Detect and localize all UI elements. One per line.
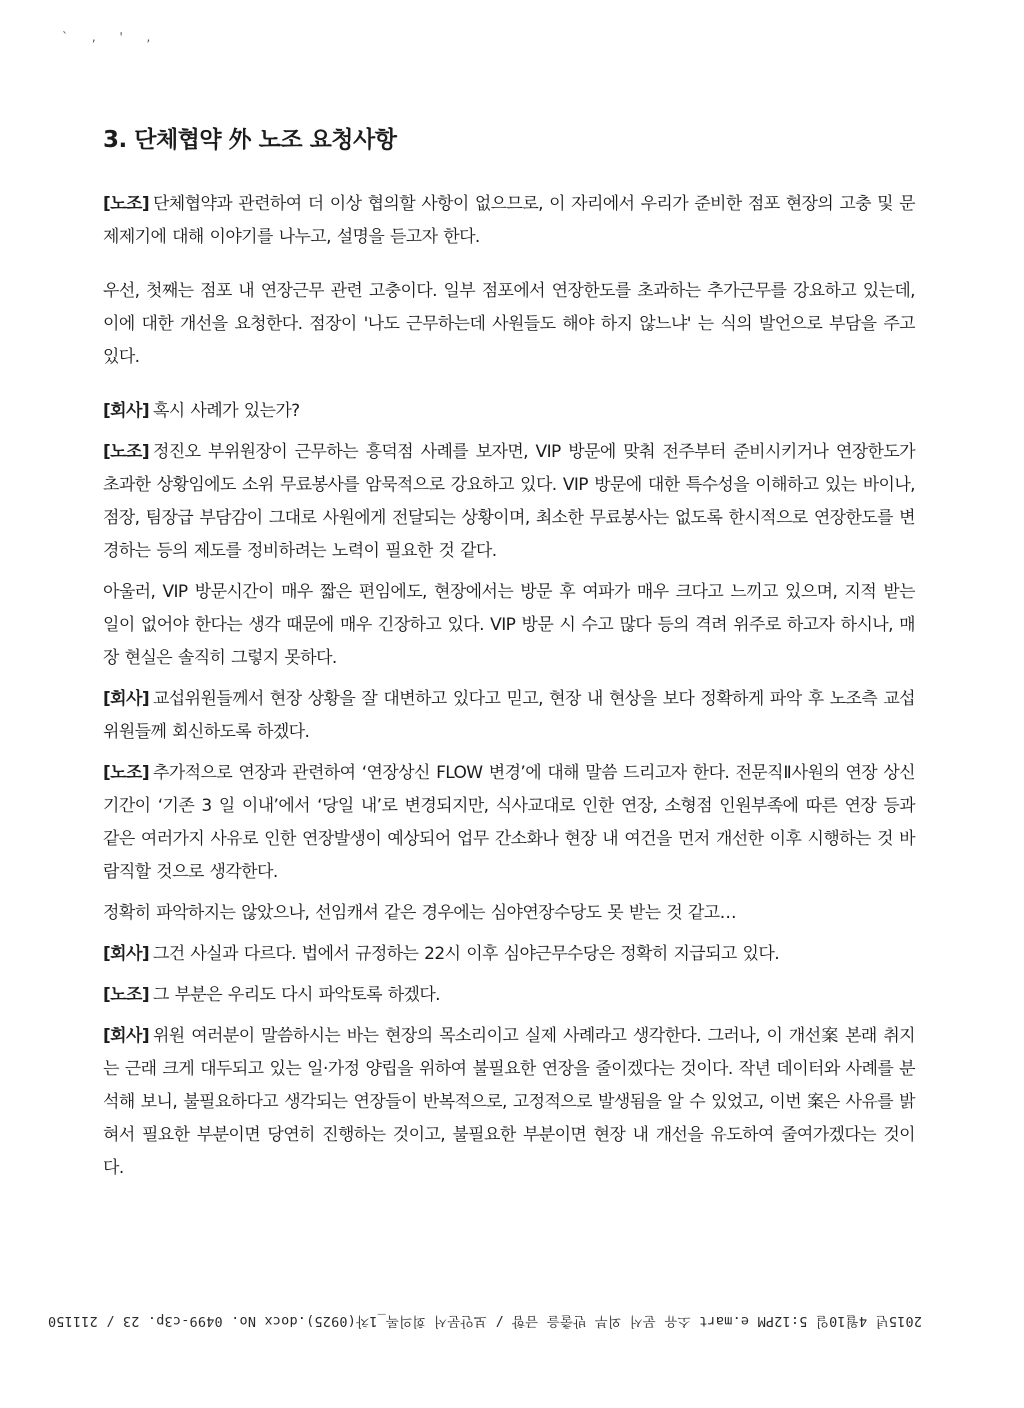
paragraph-text: 우선, 첫째는 점포 내 연장근무 관련 고충이다. 일부 점포에서 연장한도를 초과하는 추가근무를 강요하고 있는데, 이에 대한 개선을 요청한다. 점장이 '나도 근무하는데 사원들도 해야 하지 않느냐' 는 식의 발언으로 부담을 주고 있다. xyxy=(103,281,915,367)
paragraph-2 xyxy=(103,275,915,374)
speaker-label: [회사] xyxy=(103,689,149,709)
paragraph-text: 정확히 파악하지는 않았으나, 선임캐셔 같은 경우에는 심야연장수당도 못 받는 것 같고… xyxy=(103,903,737,923)
paragraph-text: 혹시 사례가 있는가? xyxy=(152,401,300,421)
paragraph-11 xyxy=(103,1020,915,1185)
fax-header-footer: 2015년 4월10일 5:12PM e.mart 소유 문서 외부 반출을 금함 / 보안문서 회의록_1차(0925).docx No. 0499-c3p. 23 / 211150 xyxy=(47,1313,922,1329)
paragraph-3 xyxy=(103,395,915,428)
paragraph-text: 정진오 부위원장이 근무하는 흥덕점 사례를 보자면, VIP 방문에 맞춰 전주부터 준비시키거나 연장한도가 초과한 상황임에도 소위 무료봉사를 암묵적으로 강요하고 있다. VIP 방문에 대한 특수성을 이해하고 있는 바이나, 점장, 팀장급 부담감이 그대로 사원에게 전달되는 상황이며, 최소한 무료봉사는 없도록 한시적으로 연장한도를 변경하는 등의 제도를 정비하려는 노력이 필요한 것 같다. xyxy=(103,442,915,561)
document-body xyxy=(103,122,915,1193)
paragraph-text: 교섭위원들께서 현장 상황을 잘 대변하고 있다고 믿고, 현장 내 현상을 보다 정확하게 파악 후 노조측 교섭위원들께 회신하도록 하겠다. xyxy=(103,689,915,742)
paragraph-text: 단체협약과 관련하여 더 이상 협의할 사항이 없으므로, 이 자리에서 우리가 준비한 점포 현장의 고충 및 문제제기에 대해 이야기를 나누고, 설명을 듣고자 한다. xyxy=(103,194,915,247)
paragraph-text: 아울러, VIP 방문시간이 매우 짧은 편임에도, 현장에서는 방문 후 여파가 매우 크다고 느끼고 있으며, 지적 받는 일이 없어야 한다는 생각 때문에 매우 긴장하고 있다. VIP 방문 시 수고 많다 등의 격려 위주로 하고자 하시나, 매장 현실은 솔직히 그렇지 못하다. xyxy=(103,582,915,668)
section-heading: 3. 단체협약 外 노조 요청사항 xyxy=(103,127,397,153)
paragraph-text: 위원 여러분이 말씀하시는 바는 현장의 목소리이고 실제 사례라고 생각한다. 그러나, 이 개선案 본래 취지는 근래 크게 대두되고 있는 일·가정 양립을 위하여 불필요한 연장을 줄이겠다는 것이다. 작년 데이터와 사례를 분석해 보니, 불필요하다고 생각되는 연장들이 반복적으로, 고정적으로 발생됨을 알 수 있었고, 이번 案은 사유를 밝혀서 필요한 부분이면 당연히 진행하는 것이고, 불필요한 부분이면 현장 내 개선을 유도하여 줄여가겠다는 것이다. xyxy=(103,1026,915,1178)
paragraph-10 xyxy=(103,979,915,1012)
paragraph-9 xyxy=(103,938,915,971)
speaker-label: [노조] xyxy=(103,442,149,462)
speaker-label: [노조] xyxy=(103,194,149,214)
paragraph-text: 그건 사실과 다르다. 법에서 규정하는 22시 이후 심야근무수당은 정확히 지급되고 있다. xyxy=(152,944,780,964)
paragraph-6 xyxy=(103,683,915,749)
paragraph-8 xyxy=(103,897,915,930)
paragraph-7 xyxy=(103,757,915,889)
speaker-label: [노조] xyxy=(103,763,149,783)
speaker-label: [회사] xyxy=(103,401,149,421)
scan-specks: ` , ' , xyxy=(62,30,161,44)
paragraph-text: 추가적으로 연장과 관련하여 ‘연장상신 FLOW 변경’에 대해 말씀 드리고자 한다. 전문직Ⅱ사원의 연장 상신 기간이 ‘기존 3 일 이내’에서 ‘당일 내’로 변경되지만, 식사교대로 인한 연장, 소형점 인원부족에 따른 연장 등과 같은 여러가지 사유로 인한 연장발생이 예상되어 업무 간소화나 현장 내 여건을 먼저 개선한 이후 시행하는 것 바람직할 것으로 생각한다. xyxy=(103,763,915,882)
paragraph-5 xyxy=(103,576,915,675)
speaker-label: [회사] xyxy=(103,1026,149,1046)
paragraph-text: 그 부분은 우리도 다시 파악토록 하겠다. xyxy=(152,985,440,1005)
speaker-label: [회사] xyxy=(103,944,149,964)
paragraph-4 xyxy=(103,436,915,568)
speaker-label: [노조] xyxy=(103,985,149,1005)
paragraph-1 xyxy=(103,188,915,254)
